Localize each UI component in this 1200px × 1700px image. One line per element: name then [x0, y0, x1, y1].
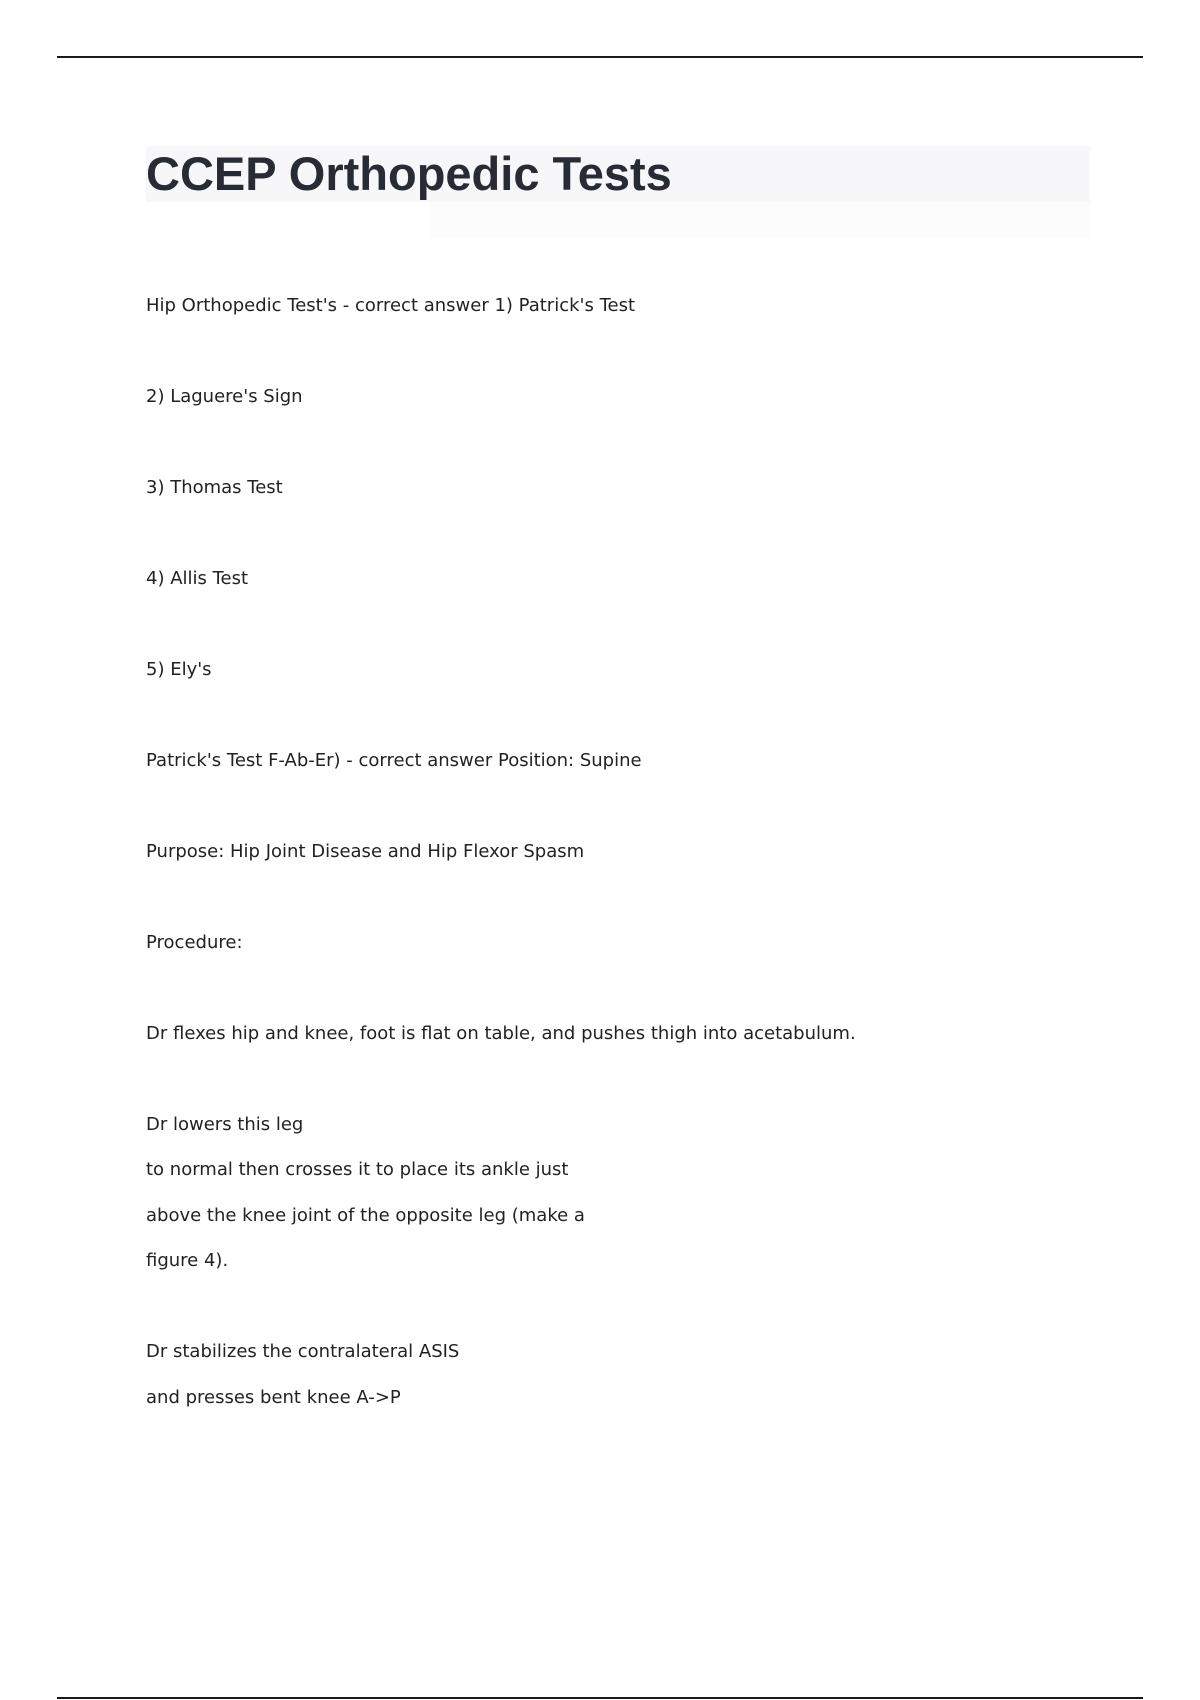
top-divider: [57, 56, 1143, 58]
text-line: above the knee joint of the opposite leg (make a: [146, 1205, 585, 1226]
text-line: 4) Allis Test: [146, 568, 249, 589]
text-line: 5) Ely's: [146, 659, 212, 680]
text-line: Dr flexes hip and knee, foot is flat on table, and pushes thigh into acetabulum.: [146, 1023, 856, 1044]
text-line: Hip Orthopedic Test's - correct answer 1) Patrick's Test: [146, 295, 636, 316]
text-line: Patrick's Test F-Ab-Er) - correct answer Position: Supine: [146, 750, 642, 771]
document-title: CCEP Orthopedic Tests: [146, 147, 672, 200]
text-line: 3) Thomas Test: [146, 477, 283, 498]
bottom-divider: [57, 1697, 1143, 1699]
text-line: Procedure:: [146, 932, 243, 953]
text-line: to normal then crosses it to place its ankle just: [146, 1159, 569, 1180]
text-line: and presses bent knee A->P: [146, 1387, 401, 1408]
title-background-fade: [430, 202, 1090, 238]
text-line: 2) Laguere's Sign: [146, 386, 303, 407]
text-line: Purpose: Hip Joint Disease and Hip Flexor Spasm: [146, 841, 585, 862]
text-line: figure 4).: [146, 1250, 229, 1271]
text-line: Dr stabilizes the contralateral ASIS: [146, 1341, 460, 1362]
text-line: Dr lowers this leg: [146, 1114, 304, 1135]
